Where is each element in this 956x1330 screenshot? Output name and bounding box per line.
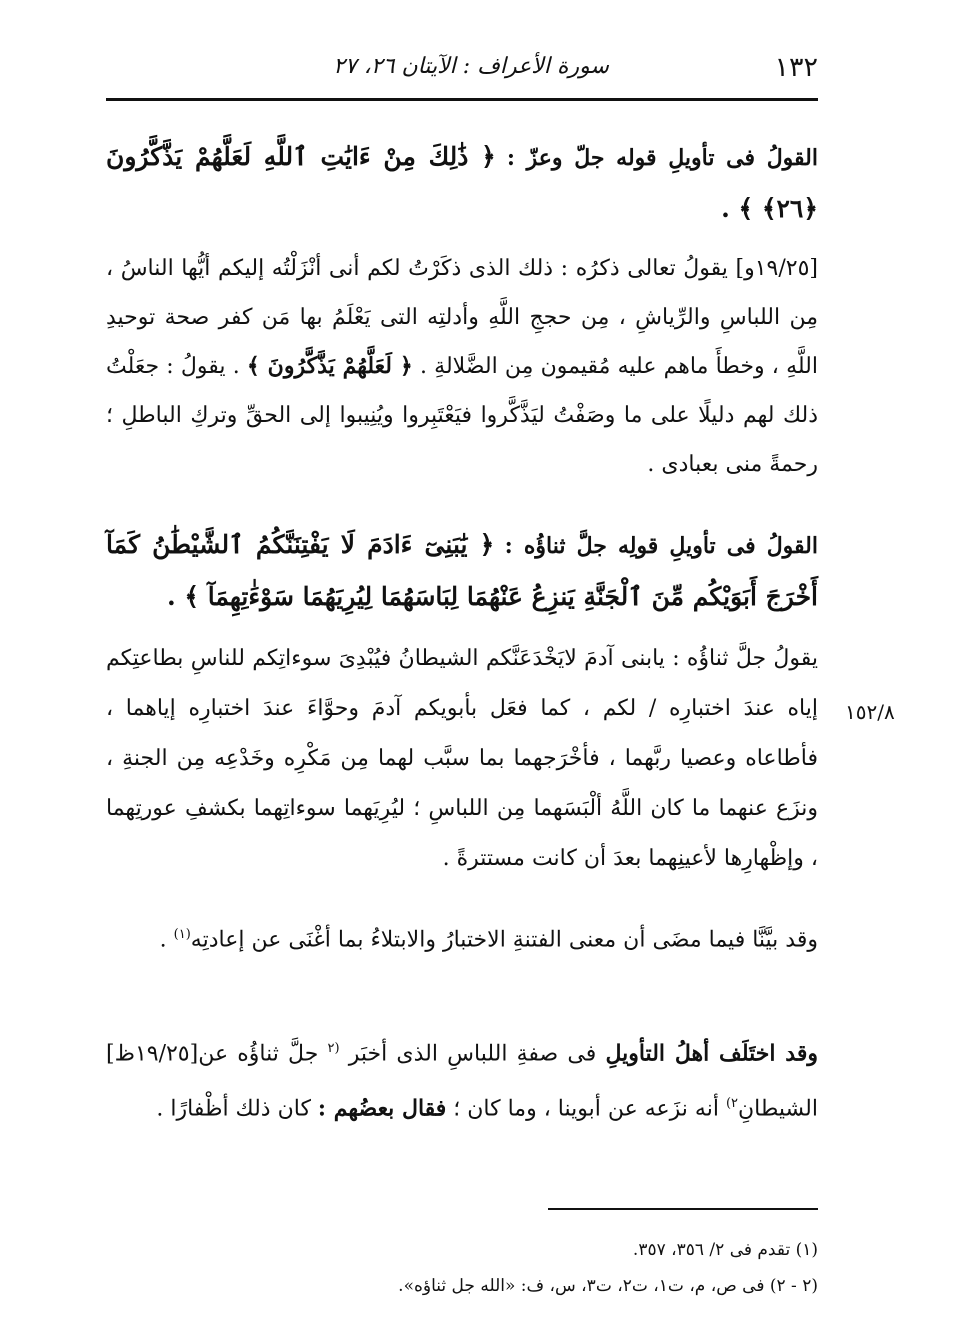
heading-lead: القولُ فى تأويلِ قولِه جلَّ ثناؤُه : (504, 533, 818, 559)
page-header (106, 52, 818, 92)
bold-phrase: فقال بعضُهم : (317, 1095, 447, 1122)
para-text: يقولُ تعالى ذكرُه : ذلك الذى ذكَرْتُ لكم أنى أنْزَلْتُه إليكم أيُّها الناسُ ، مِن اللباسِ والرِّياشِ ، مِن حججِ اللَّهِ وأدلتِه التى يَعْلَمُ بها مَن كفر صحة توحيدِ اللَّهِ ، وخطأَ ماهم عليه مُقيمون مِن الضَّلالةِ . (106, 256, 818, 379)
heading-lead: القولُ فى تأويلِ قوله جلّ وعزّ : (506, 145, 818, 171)
para-text: فى صفةِ اللباسِ الذى أخبَر (339, 1041, 606, 1067)
para-text: أنه نزَعه عن أبوينا ، وما كان ؛ (446, 1096, 726, 1122)
footnote-1: (١) تقدم فى ٢/ ٣٥٦، ٣٥٧. (632, 1240, 818, 1260)
footnote-marker-open: (٢ (327, 1041, 340, 1056)
para-text: وقد بيَّنَّا فيما مضَى أن معنى الفتنةِ الاختبارُ والابتلاءُ بما أغْنَى عن إعادتِه (190, 927, 818, 953)
running-title: سورة الأعراف : الآيتان ٢٦، ٢٧ (333, 54, 609, 79)
header-rule (106, 98, 818, 101)
section-heading-2 (106, 520, 818, 624)
quran-verse: ﴿ ذَٰلِكَ مِنْ ءَايَٰتِ ٱللَّهِ لَعَلَّهُمْ يَذَّكَّرُونَ ﴿٢٦﴾ ﴾ . (106, 142, 818, 223)
section-heading-1 (106, 132, 818, 236)
footnote-marker-close: ٢) (725, 1096, 738, 1112)
para-text: الشيطانِ (738, 1096, 818, 1122)
inline-verse: ﴿ لَعَلَّهُمْ يَذَّكَّرُونَ ﴾ (246, 353, 413, 379)
paragraph-2 (106, 634, 818, 884)
bold-phrase: وقد اختَلَف أهلُ التأويلِ (605, 1040, 818, 1067)
para-text: كان ذلك أظْفارًا . (156, 1096, 318, 1122)
folio-ref: [١٩/٢٥و] (735, 256, 818, 281)
para-end: . (159, 927, 174, 953)
footnote-marker: (١) (173, 927, 191, 942)
paragraph-1 (106, 244, 818, 489)
footnote-2: (٢ - ٢) فى ص، م، ت١، ت٢، ت٣، س، ف: «الله جل ثناؤه». (398, 1276, 818, 1296)
footnote-rule (548, 1208, 818, 1210)
paragraph-4 (106, 1024, 818, 1135)
para-text: يقولُ جلَّ ثناؤُه : يابنى آدمَ لايَخْدَعَنَّكم الشيطانُ فيُبْدِىَ سوءاتِكم للناسِ بطاعتِكم إياه عندَ اختبارِه / لكم ، كما فعَل بأبويكم آدمَ وحوَّاءَ عندَ اختبارِه إياهما ، فأطاعاه وعصيا ربَّهما ، فأخْرَجهما بما سبَّب لهما مِن مَكْرِه وخَدْعِه مِن الجنةِ ، ونزَع عنهما ما كان اللَّهُ ألْبَسَهما مِن اللباسِ ؛ ليُرِيَهما سوءاتِهما بكشفِ عورتِهما ، وإظْهارِها لأعينِهما بعدَ أن كانت مستترةً . (106, 646, 818, 871)
quran-verse: ﴿ يَٰبَنِىٓ ءَادَمَ لَا يَفْتِنَنَّكُمُ ٱلشَّيْطَٰنُ كَمَآ أَخْرَجَ أَبَوَيْكُم مِّنَ ٱلْجَنَّةِ يَنزِعُ عَنْهُمَا لِبَاسَهُمَا لِيُرِيَهُمَا سَوْءَٰتِهِمَآ ﴾ . (106, 530, 818, 611)
page-number: ١٣٢ (774, 52, 818, 83)
margin-reference: ١٥٢/٨ (845, 700, 895, 724)
footnotes (106, 1232, 818, 1304)
para-text-cont: . يقولُ : جعَلْتُ ذلك لهم دليلًا على ما وصَفْتُ ليَذَّكَّروا فيَعْتَبِروا ويُنِيبوا إلى الحقِّ وتركِ الباطلِ ؛ رحمةً منى بعبادى . (106, 354, 818, 477)
paragraph-3 (106, 910, 818, 965)
folio-ref: [١٩/٢٥ظ] (106, 1041, 199, 1067)
para-text: جلَّ ثناؤُه عن (198, 1041, 328, 1067)
